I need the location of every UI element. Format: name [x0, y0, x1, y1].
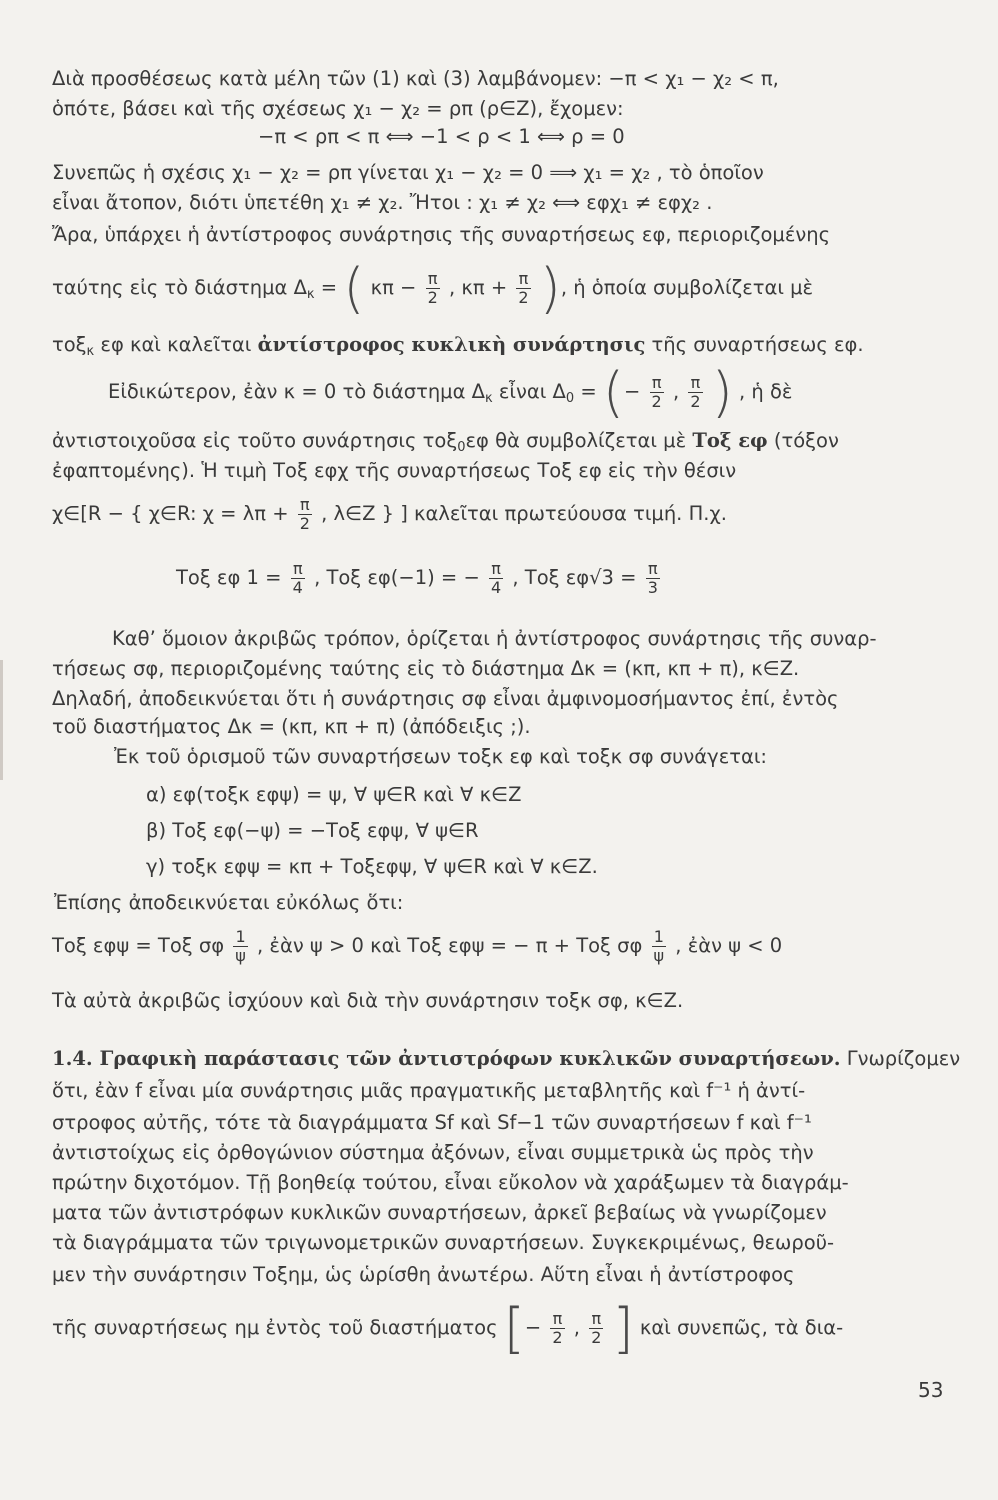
fraction-pi-over-3: $\frac{\pi}{3}$: [647, 559, 658, 597]
text-line: Εἰδικώτερον, ἐὰν κ = 0 τὸ διάστημα $\Delta_\kappa$ εἶναι $\Delta_0$ = (− $\frac{\pi}{2}$ , $\frac{\pi}{2}$ ) , ἡ δὲ: [108, 360, 793, 424]
text-line: στροφος αὐτῆς, τότε τὰ διαγράμματα Sf καὶ Sf−1 τῶν συναρτήσεων f καὶ f⁻¹: [52, 1111, 812, 1134]
text-line: μεν τὴν συνάρτησιν Τοξημ, ὡς ὡρίσθη ἀνωτέρω. Αὕτη εἶναι ἡ ἀντίστροφος: [52, 1263, 795, 1286]
page-edge-shadow: [0, 660, 3, 780]
fraction-pi-over-4: $\frac{\pi}{4}$: [491, 559, 502, 597]
fraction-pi-over-2: $\frac{\pi}{2}$: [690, 373, 701, 411]
text-line: τῆς συναρτήσεως ημ ἐντὸς τοῦ διαστήματος [− $\frac{\pi}{2}$ , $\frac{\pi}{2}$ ] καὶ συνεπῶς, τὰ δια-: [52, 1296, 844, 1360]
fraction-pi-over-2: $\frac{\pi}{2}$: [591, 1309, 602, 1347]
text-line: Συνεπῶς ἡ σχέσις χ₁ − χ₂ = ρπ γίνεται χ₁ − χ₂ = 0 ⟹ χ₁ = χ₂ , τὸ ὁποῖον: [52, 161, 764, 184]
fraction-pi-over-2: $\frac{\pi}{2}$: [651, 373, 662, 411]
text-line: εἶναι ἄτοπον, διότι ὑπετέθη χ₁ ≠ χ₂. Ἤτοι : χ₁ ≠ χ₂ ⟺ εφχ₁ ≠ εφχ₂ .: [52, 191, 713, 214]
page-number: 53: [918, 1378, 944, 1402]
text-line: τοῦ διαστήματος Δκ = (κπ, κπ + π) (ἀπόδειξις ;).: [52, 715, 531, 738]
fraction-one-over-psi: $\frac{1}{\psi}$: [653, 927, 665, 965]
fraction-pi-over-2: $\frac{\pi}{2}$: [299, 495, 310, 533]
text-line: Ἐκ τοῦ ὁρισμοῦ τῶν συναρτήσεων τοξκ εφ καὶ τοξκ σφ συνάγεται:: [114, 745, 768, 768]
fraction-pi-over-4: $\frac{\pi}{4}$: [292, 559, 303, 597]
equation-line: −π < ρπ < π ⟺ −1 < ρ < 1 ⟺ ρ = 0: [258, 125, 625, 148]
property-a: α) εφ(τοξκ εφψ) = ψ, ∀ ψ∈R καὶ ∀ κ∈Z: [146, 783, 522, 806]
text-line: πρώτην διχοτόμον. Τῇ βοηθείᾳ τούτου, εἶναι εὔκολον νὰ χαράξωμεν τὰ διαγράμ-: [52, 1171, 849, 1194]
text-line: Καθ’ ὅμοιον ἀκριβῶς τρόπον, ὁρίζεται ἡ ἀντίστροφος συνάρτησις τῆς συναρ-: [112, 627, 877, 650]
section-heading: 1.4. Γραφικὴ παράστασις τῶν ἀντιστρόφων κυκλικῶν συναρτήσεων.: [52, 1047, 841, 1070]
text-line: ματα τῶν ἀντιστρόφων κυκλικῶν συναρτήσεων, ἀρκεῖ βεβαίως νὰ γνωρίζομεν: [52, 1201, 827, 1224]
interval-definition-line: ταύτης εἰς τὸ διάστημα $\Delta_\kappa$ = ( κπ − $\frac{\pi}{2}$ , κπ + $\frac{\pi}{2}$ ), ἡ ὁποία συμβολίζεται μὲ: [52, 256, 814, 320]
text-line: Διὰ προσθέσεως κατὰ μέλη τῶν (1) καὶ (3) λαμβάνομεν: −π < χ₁ − χ₂ < π,: [52, 67, 779, 90]
text-line: χ∈[R − { χ∈R: χ = λπ + $\frac{\pi}{2}$ , λ∈Z } ] καλεῖται πρωτεύουσα τιμή. Π.χ.: [52, 495, 727, 533]
fraction-pi-over-2: $\frac{\pi}{2}$: [518, 269, 529, 307]
property-b: β) Τοξ εφ(−ψ) = −Τοξ εφψ, ∀ ψ∈R: [146, 819, 479, 842]
text-line: τήσεως σφ, περιοριζομένης ταύτης εἰς τὸ διάστημα Δκ = (κπ, κπ + π), κ∈Z.: [52, 657, 800, 680]
text-line: ὅτι, ἐὰν f εἶναι μία συνάρτησις μιᾶς πραγματικῆς μεταβλητῆς καὶ f⁻¹ ἡ ἀντί-: [52, 1079, 806, 1102]
text-line: ἀντιστοιχοῦσα εἰς τοῦτο συνάρτησις τοξ$_0$εφ θὰ συμβολίζεται μὲ Τοξ εφ (τόξον: [52, 429, 839, 455]
text-line: τὰ διαγράμματα τῶν τριγωνομετρικῶν συναρτήσεων. Συγκεκριμένως, θεωροῦ-: [52, 1231, 835, 1254]
examples-line: Τοξ εφ 1 = $\frac{\pi}{4}$ , Τοξ εφ(−1) = − $\frac{\pi}{4}$ , Τοξ εφ√3 = $\frac{\pi}{3}$: [176, 559, 658, 597]
text-line: ἀντιστοίχως εἰς ὀρθογώνιον σύστημα ἀξόνων, εἶναι συμμετρικὰ ὡς πρὸς τὴν: [52, 1141, 814, 1164]
text-line: Ἐπίσης ἀποδεικνύεται εὐκόλως ὅτι:: [54, 891, 404, 914]
property-c: γ) τοξκ εφψ = κπ + Τοξεφψ, ∀ ψ∈R καὶ ∀ κ∈Z.: [146, 855, 598, 878]
fraction-one-over-psi: $\frac{1}{\psi}$: [235, 927, 246, 965]
text-line: Ἄρα, ὑπάρχει ἡ ἀντίστροφος συνάρτησις τῆς συναρτήσεως εφ, περιοριζομένης: [52, 223, 831, 246]
fraction-pi-over-2: $\frac{\pi}{2}$: [427, 269, 438, 307]
text-line: Δηλαδή, ἀποδεικνύεται ὅτι ἡ συνάρτησις σφ εἶναι ἀμφινομοσήμαντος ἐπί, ἐντὸς: [52, 687, 839, 710]
identity-line: Τοξ εφψ = Τοξ σφ $\frac{1}{\psi}$ , ἐὰν ψ > 0 καὶ Τοξ εφψ = − π + Τοξ σφ $\frac{1}{\psi}$ , ἐὰν ψ < 0: [52, 927, 783, 965]
text-line: ἐφαπτομένης). Ἡ τιμὴ Τοξ εφχ τῆς συναρτήσεως Τοξ εφ εἰς τὴν θέσιν: [52, 459, 737, 482]
fraction-pi-over-2: $\frac{\pi}{2}$: [552, 1309, 563, 1347]
text-line: τοξ$_\kappa$ εφ καὶ καλεῖται ἀντίστροφος κυκλικὴ συνάρτησις τῆς συναρτήσεως εφ.: [52, 333, 864, 359]
text-line: Τὰ αὐτὰ ἀκριβῶς ἰσχύουν καὶ διὰ τὴν συνάρτησιν τοξκ σφ, κ∈Z.: [52, 989, 684, 1012]
text-line: ὁπότε, βάσει καὶ τῆς σχέσεως χ₁ − χ₂ = ρπ (ρ∈Z), ἔχομεν:: [52, 97, 624, 120]
section-heading-line: 1.4. Γραφικὴ παράστασις τῶν ἀντιστρόφων κυκλικῶν συναρτήσεων. Γνωρίζομεν: [52, 1047, 961, 1070]
